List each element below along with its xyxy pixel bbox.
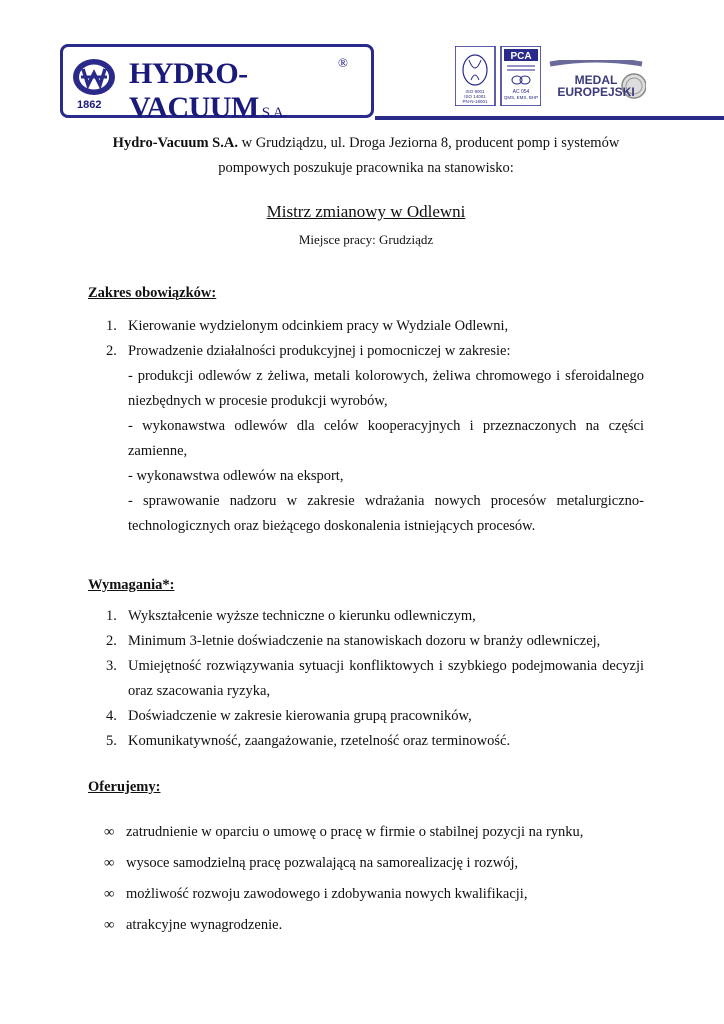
logo-year: 1862 — [77, 99, 102, 111]
sub-item: - wykonawstwa odlewów dla celów kooperacyjnych i przeznaczonych na części zamienne, — [128, 418, 644, 459]
infinity-bullet-icon: ∞ — [104, 824, 115, 840]
infinity-bullet-icon: ∞ — [104, 917, 115, 933]
job-title: Mistrz zmianowy w Odlewni — [266, 202, 466, 221]
offer-heading: Oferujemy: — [88, 779, 161, 795]
medal-line2: EUROPEJSKI — [557, 85, 635, 99]
duties-list — [88, 314, 644, 539]
document-header — [0, 36, 724, 122]
cert-qms: QMS, EMS, BHP — [503, 95, 539, 100]
company-name: Hydro-Vacuum S.A. — [112, 135, 238, 151]
cert-ac: AC 054 — [512, 89, 530, 95]
list-item: 5. Komunikatywność, zaangażowanie, rzetelność oraz terminowość. — [106, 733, 511, 749]
intro-text: w Grudziądzu, ul. Droga Jeziorna 8, producent pomp i systemów pompowych poszukuje pracownika na stanowisko: — [218, 135, 620, 176]
european-medal-badge — [546, 60, 646, 110]
list-item: ∞ możliwość rozwoju zawodowego i zdobywania nowych kwalifikacji, — [104, 886, 528, 902]
sub-item: - sprawowanie nadzoru w zakresie wdrażania nowych procesów metalurgiczno-technologicznych oraz bieżącego doskonalenia istniejących procesów. — [128, 493, 644, 534]
list-item: 1. Wykształcenie wyższe techniczne o kierunku odlewniczym, — [106, 608, 476, 624]
infinity-bullet-icon: ∞ — [104, 855, 115, 871]
list-item: ∞ wysoce samodzielną pracę pozwalającą na samorealizację i rozwój, — [104, 855, 519, 871]
list-item: ∞ zatrudnienie w oparciu o umowę o pracę w firmie o stabilnej pozycji na rynku, — [104, 824, 584, 840]
sub-item: - wykonawstwa odlewów na eksport, — [128, 468, 344, 484]
cert-pn: PN-N-18001 — [462, 99, 488, 104]
intro-paragraph — [88, 131, 644, 181]
sub-item: - produkcji odlewów z żeliwa, metali kolorowych, żeliwa chromowego i sferoidalnego niezbędnych w procesie produkcji wyrobów, — [128, 368, 644, 409]
company-logo — [60, 44, 374, 124]
list-item: ∞ atrakcyjne wynagrodzenie. — [104, 917, 283, 933]
job-location: Miejsce pracy: Grudziądz — [298, 232, 434, 247]
cert-pca: PCA — [510, 51, 532, 62]
duties-heading: Zakres obowiązków: — [88, 285, 217, 301]
cert-iso1: ISO 9001 — [465, 89, 485, 94]
medal-line1: MEDAL — [574, 73, 618, 87]
hv-emblem-icon — [71, 57, 117, 97]
requirements-list — [88, 604, 644, 754]
infinity-bullet-icon: ∞ — [104, 886, 115, 902]
list-item: 2. Minimum 3-letnie doświadczenie na stanowiskach dozoru w branży odlewniczej, — [106, 633, 601, 649]
list-item: 2. Prowadzenie działalności produkcyjnej i pomocniczej w zakresie: - produkcji odlewów z żeliwa, metali kolorowych, żeliwa chromowego i sferoidalnego niezbędnych w procesie produkcji wyrobów, - wykonawstwa odlewów dla celów kooperacyjnych i przeznaczonych na części zamienne, - wykonawstwa odlewów na eksport, - sprawowanie nadzoru w zakresie wdrażania nowych procesów metalurgiczno-technologicznych oraz bieżącego doskonalenia istniejących procesów. — [88, 339, 644, 539]
requirements-heading: Wymagania*: — [88, 577, 175, 593]
logo-registered-mark: ® — [338, 55, 348, 70]
list-item: 3. Umiejętność rozwiązywania sytuacji konfliktowych i szybkiego podejmowania decyzji oraz szacowania ryzyka, — [106, 658, 644, 699]
header-rule — [375, 116, 724, 120]
cert-iso2: ISO 14001 — [464, 94, 486, 99]
medal-label — [546, 74, 646, 98]
iso-certificate-icon — [455, 46, 541, 106]
logo-name: HYDRO-VACUUM — [129, 57, 259, 124]
list-item: 4. Doświadczenie w zakresie kierowania grupą pracowników, — [106, 708, 472, 724]
logo-sa: S.A. — [261, 105, 287, 121]
logo-wordmark — [129, 57, 371, 125]
list-item: 1. Kierowanie wydzielonym odcinkiem pracy w Wydziale Odlewni, — [106, 318, 509, 334]
